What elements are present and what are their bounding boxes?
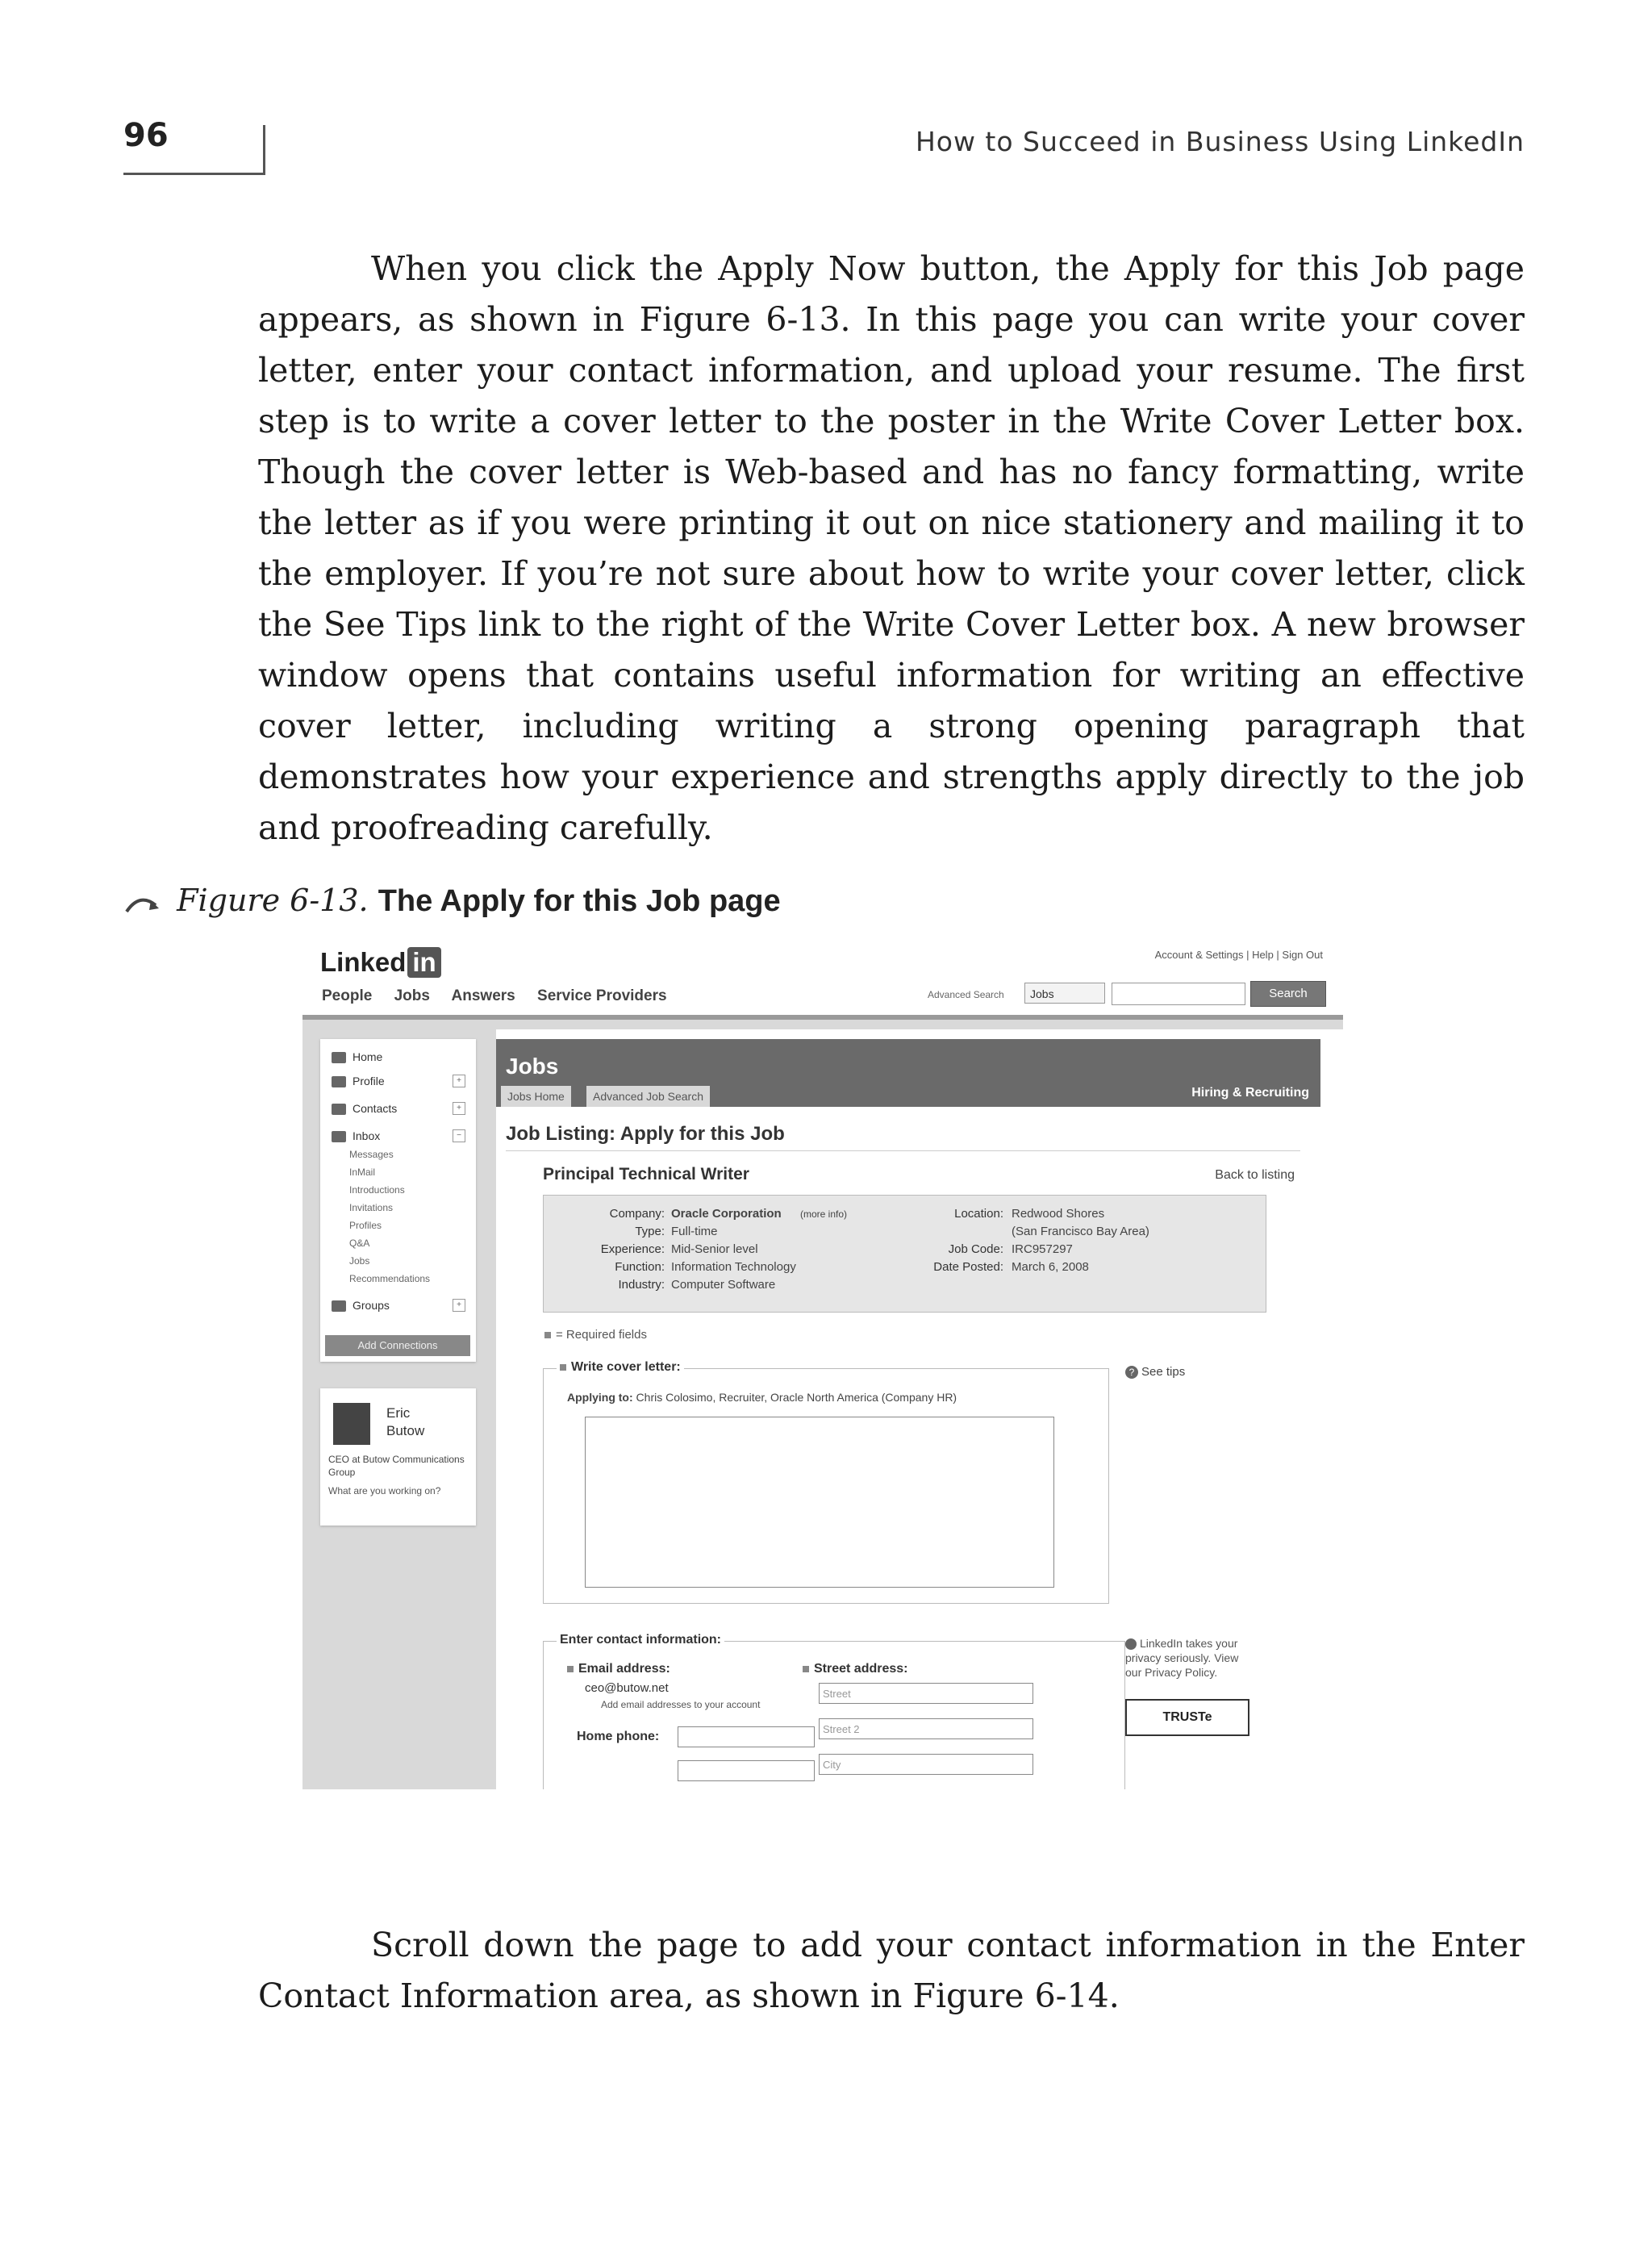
email-label-text: Email address:	[578, 1662, 670, 1676]
sidebar-label: Profile	[353, 1075, 385, 1087]
nav-answers[interactable]: Answers	[451, 987, 515, 1004]
running-head: How to Succeed in Business Using LinkedIn	[915, 126, 1525, 157]
jobs-header	[496, 1039, 1320, 1107]
contact-info-label: Enter contact information:	[557, 1633, 724, 1647]
expand-icon[interactable]: +	[453, 1075, 465, 1087]
sidebar-label: Groups	[353, 1299, 390, 1312]
header-divider	[302, 1015, 1343, 1020]
cover-letter-label	[557, 1360, 684, 1375]
sidebar-sub-invitations[interactable]: Invitations	[349, 1202, 394, 1213]
avatar[interactable]	[333, 1403, 370, 1445]
page-number: 96	[123, 117, 169, 154]
jobs-title: Jobs	[506, 1054, 559, 1079]
city-input[interactable]: City	[819, 1754, 1033, 1775]
function-value: Information Technology	[671, 1260, 796, 1274]
experience-value: Mid-Senior level	[671, 1242, 758, 1256]
function-label: Function:	[615, 1260, 665, 1274]
linkedin-logo[interactable]	[320, 947, 441, 978]
figure-label: Figure 6-13.	[177, 883, 369, 918]
truste-seal[interactable]: TRUSTe	[1125, 1699, 1249, 1736]
sidebar-sub-messages[interactable]: Messages	[349, 1149, 394, 1160]
cover-label-text: Write cover letter:	[571, 1360, 681, 1374]
body-paragraph-1	[258, 244, 1525, 854]
sidebar-sub-jobs[interactable]: Jobs	[349, 1255, 370, 1267]
street-input[interactable]: Street	[819, 1683, 1033, 1704]
add-connections-button[interactable]: Add Connections	[325, 1335, 470, 1356]
help-icon	[1125, 1638, 1137, 1650]
profile-name[interactable]	[386, 1405, 424, 1440]
listing-title: Job Listing: Apply for this Job	[506, 1123, 785, 1145]
more-info-link[interactable]: (more info)	[800, 1208, 848, 1220]
company-label: Company:	[609, 1207, 665, 1221]
inbox-icon	[332, 1131, 346, 1142]
collapse-icon[interactable]: −	[453, 1129, 465, 1142]
location-label: Location:	[954, 1207, 1003, 1221]
experience-label: Experience:	[600, 1242, 665, 1256]
sidebar-sub-profiles[interactable]: Profiles	[349, 1220, 382, 1231]
privacy-note	[1125, 1636, 1254, 1680]
applying-to	[567, 1391, 957, 1404]
sidebar-label: Contacts	[353, 1102, 398, 1115]
phone-input-2[interactable]	[678, 1760, 815, 1781]
nav-service-providers[interactable]: Service Providers	[537, 987, 667, 1004]
back-to-listing-link[interactable]: Back to listing	[1215, 1168, 1295, 1182]
privacy-text[interactable]: LinkedIn takes your privacy seriously. View our Privacy Policy.	[1125, 1637, 1239, 1679]
street2-input[interactable]: Street 2	[819, 1718, 1033, 1739]
expand-icon[interactable]: +	[453, 1102, 465, 1115]
listing-divider	[506, 1150, 1300, 1151]
industry-label: Industry:	[618, 1278, 665, 1292]
profile-card	[320, 1388, 476, 1526]
figure-screenshot	[302, 942, 1343, 1789]
required-fields-note	[544, 1328, 647, 1342]
see-tips-text: See tips	[1141, 1365, 1186, 1379]
email-label	[567, 1662, 670, 1676]
sidebar-label: Home	[353, 1050, 383, 1063]
account-links[interactable]: Account & Settings | Help | Sign Out	[1154, 949, 1323, 961]
email-value[interactable]: ceo@butow.net	[585, 1681, 669, 1695]
required-text: = Required fields	[556, 1328, 647, 1342]
search-category-select[interactable]: Jobs	[1024, 983, 1105, 1004]
required-marker-icon	[560, 1364, 566, 1371]
hiring-recruiting-link[interactable]: Hiring & Recruiting	[1191, 1086, 1309, 1100]
email-hint-link[interactable]: Add email addresses to your account	[601, 1699, 761, 1710]
paragraph-text: When you click the Apply Now button, the Apply for this Job page appears, as shown in Figure 6-13. In this page you can write your cover letter, enter your contact information, and upload your resume. The first step is to write a cover letter to the poster in the Write Cover Letter box. Though the cover letter is Web-based and has no fancy formatting, write the letter as if you were printing it out on nice stationery and mailing it to the employer. If you’re not sure about how to write your cover letter, click the See Tips link to the right of the Write Cover Letter box. A new browser window opens that contains useful information for writing an effective cover letter, including writing a strong opening paragraph that demonstrates how your experience and strengths apply directly to the job and proofreading carefully.	[258, 249, 1525, 847]
sidebar-sub-inmail[interactable]: InMail	[349, 1167, 376, 1178]
first-name: Eric	[386, 1405, 411, 1421]
date-posted-value: March 6, 2008	[1012, 1260, 1089, 1274]
groups-icon	[332, 1300, 346, 1312]
applying-label: Applying to:	[567, 1391, 633, 1404]
logo-text: Linked	[320, 947, 407, 977]
location-value: Redwood Shores	[1012, 1207, 1105, 1221]
job-details-box	[543, 1195, 1266, 1313]
street-address-label	[803, 1662, 908, 1676]
expand-icon[interactable]: +	[453, 1299, 465, 1312]
profile-icon	[332, 1076, 346, 1087]
sidebar	[320, 1039, 476, 1362]
curved-arrow-icon	[123, 892, 162, 915]
logo-in-badge: in	[407, 947, 440, 978]
tab-advanced-job-search[interactable]: Advanced Job Search	[586, 1086, 710, 1107]
tab-jobs-home[interactable]: Jobs Home	[501, 1086, 571, 1107]
job-title: Principal Technical Writer	[543, 1165, 749, 1183]
home-phone-input[interactable]	[678, 1726, 815, 1747]
location-region: (San Francisco Bay Area)	[1012, 1225, 1149, 1238]
sidebar-item-contacts[interactable]	[332, 1102, 461, 1115]
date-posted-label: Date Posted:	[933, 1260, 1003, 1274]
figure-title: The Apply for this Job page	[378, 884, 781, 918]
profile-role: CEO at Butow Communications Group	[328, 1454, 465, 1478]
sidebar-sub-qa[interactable]: Q&A	[349, 1238, 370, 1249]
last-name: Butow	[386, 1423, 425, 1438]
applying-value: Chris Colosimo, Recruiter, Oracle North America (Company HR)	[636, 1391, 957, 1404]
status-prompt[interactable]: What are you working on?	[328, 1485, 441, 1496]
body-paragraph-2	[258, 1920, 1525, 2022]
page-number-rule-vertical	[263, 125, 265, 175]
company-value: Oracle Corporation	[671, 1207, 782, 1221]
job-code-label: Job Code:	[948, 1242, 1003, 1256]
sidebar-sub-introductions[interactable]: Introductions	[349, 1184, 405, 1196]
contacts-icon	[332, 1104, 346, 1115]
sidebar-item-home[interactable]	[332, 1050, 382, 1063]
see-tips-link[interactable]	[1125, 1365, 1185, 1379]
sidebar-item-groups[interactable]	[332, 1299, 461, 1312]
required-marker-icon	[567, 1666, 574, 1672]
street-label-text: Street address:	[814, 1662, 908, 1676]
type-label: Type:	[635, 1225, 665, 1238]
nav-jobs[interactable]: Jobs	[394, 987, 430, 1004]
sidebar-item-profile[interactable]	[332, 1075, 461, 1087]
help-icon: ?	[1125, 1366, 1138, 1379]
paragraph-text: Scroll down the page to add your contact information in the Enter Contact Information area, as shown in Figure 6-14.	[258, 1926, 1525, 2015]
industry-value: Computer Software	[671, 1278, 776, 1292]
required-marker-icon	[544, 1332, 551, 1338]
job-code-value: IRC957297	[1012, 1242, 1073, 1256]
top-navigation	[322, 987, 685, 1005]
home-icon	[332, 1052, 346, 1063]
home-phone-label: Home phone:	[577, 1730, 660, 1743]
sidebar-label: Inbox	[353, 1129, 381, 1142]
advanced-search-link[interactable]: Advanced Search	[928, 989, 1004, 1000]
page-number-rule	[123, 173, 265, 175]
main-content	[496, 1029, 1343, 1789]
search-input[interactable]	[1112, 983, 1245, 1005]
search-button[interactable]: Search	[1250, 981, 1326, 1007]
cover-letter-textarea[interactable]	[585, 1417, 1054, 1588]
sidebar-item-inbox[interactable]	[332, 1129, 461, 1142]
required-marker-icon	[803, 1666, 809, 1672]
sidebar-sub-recommendations[interactable]: Recommendations	[349, 1273, 431, 1284]
figure-caption	[123, 883, 781, 919]
type-value: Full-time	[671, 1225, 718, 1238]
nav-people[interactable]: People	[322, 987, 373, 1004]
